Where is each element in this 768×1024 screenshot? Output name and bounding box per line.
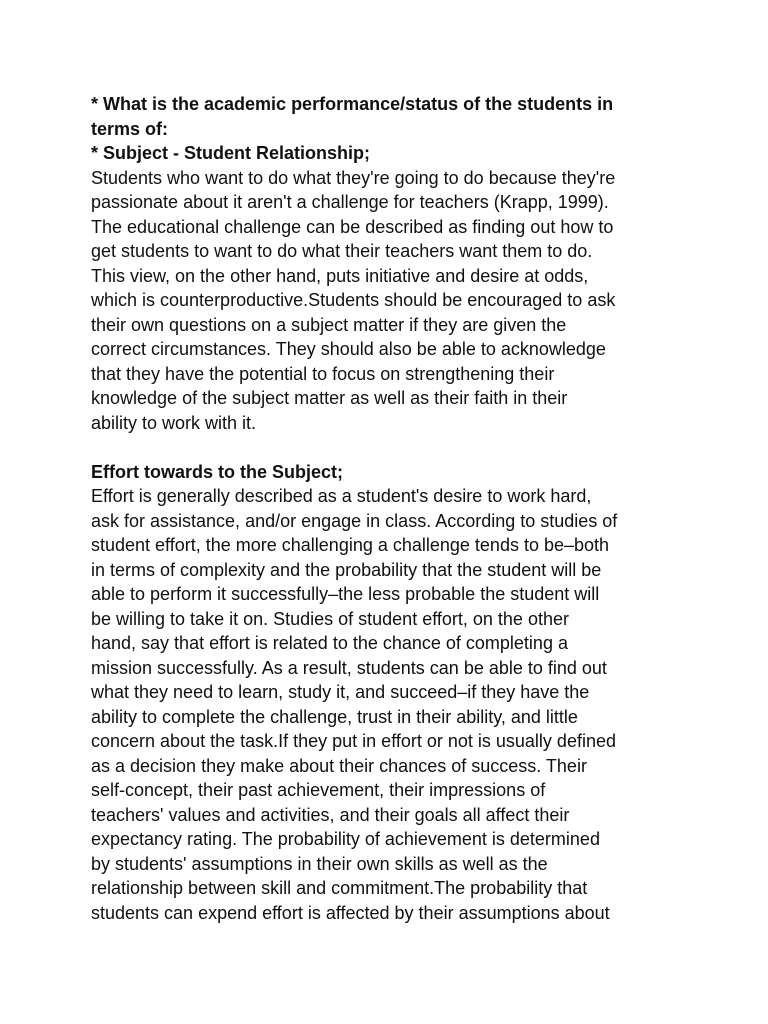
body-line: able to perform it successfully–the less probable the student will (91, 584, 600, 604)
body-line: expectancy rating. The probability of achievement is determined (91, 829, 600, 849)
body-line: be willing to take it on. Studies of student effort, on the other (91, 608, 569, 629)
section2-body (91, 484, 751, 925)
body-line: concern about the task.If they put in effort or not is usually defined (91, 731, 616, 751)
body-line: Effort is generally described as a student's desire to work hard, (91, 486, 592, 506)
body-line: get students to want to do what their teachers want them to do. (91, 241, 593, 261)
body-line: student effort, the more challenging a challenge tends to be–both (91, 535, 610, 555)
body-line: which is counterproductive.Students should be encouraged to ask (91, 290, 616, 310)
body-line: what they need to learn, study it, and succeed–if they have the (91, 682, 590, 702)
question-line-1: * What is the academic performance/status of the students in (91, 94, 614, 114)
body-line: This view, on the other hand, puts initiative and desire at odds, (91, 265, 589, 286)
body-line: as a decision they make about their chances of success. Their (91, 755, 587, 776)
body-line: students can expend effort is affected by their assumptions about (91, 902, 610, 923)
question-line-2: terms of: (91, 118, 169, 139)
body-line: by students' assumptions in their own skills as well as the (91, 853, 548, 874)
body-line: their own questions on a subject matter if they are given the (91, 314, 567, 335)
body-line: correct circumstances. They should also be able to acknowledge (91, 339, 606, 359)
section1-heading: * Subject - Student Relationship; (91, 143, 371, 163)
body-line: teachers' values and activities, and their goals all affect their (91, 804, 570, 825)
body-line: Students who want to do what they're going to do because they're (91, 167, 616, 188)
body-line: The educational challenge can be described as finding out how to (91, 216, 614, 237)
body-line: passionate about it aren't a challenge for teachers (Krapp, 1999). (91, 192, 609, 212)
body-line: in terms of complexity and the probability that the student will be (91, 559, 602, 580)
body-line: self-concept, their past achievement, their impressions of (91, 780, 546, 800)
body-line: that they have the potential to focus on strengthening their (91, 363, 555, 384)
body-line: ability to work with it. (91, 412, 257, 433)
document-page (91, 92, 751, 925)
body-line: knowledge of the subject matter as well as their faith in their (91, 388, 568, 408)
body-line: ask for assistance, and/or engage in class. According to studies of (91, 510, 618, 531)
body-line: relationship between skill and commitment.The probability that (91, 878, 588, 898)
body-line: mission successfully. As a result, students can be able to find out (91, 657, 607, 678)
section2-heading: Effort towards to the Subject; (91, 461, 343, 482)
paragraph-gap (91, 435, 751, 460)
body-line: hand, say that effort is related to the chance of completing a (91, 633, 568, 653)
body-line: ability to complete the challenge, trust in their ability, and little (91, 706, 578, 727)
section1-body (91, 166, 751, 436)
